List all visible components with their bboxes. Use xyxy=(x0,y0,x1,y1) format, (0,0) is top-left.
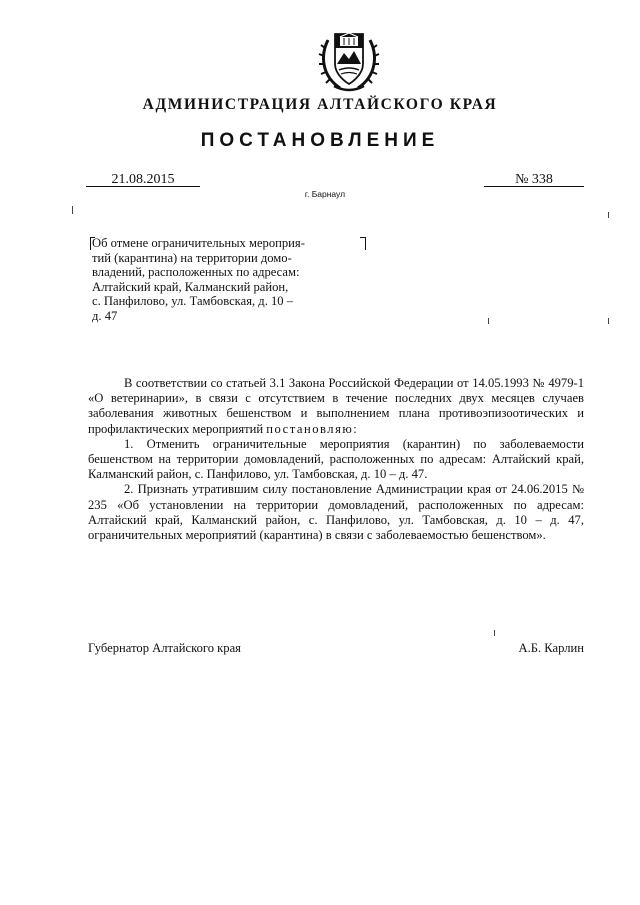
preamble-paragraph xyxy=(88,376,584,437)
subject-corner-right xyxy=(360,237,366,250)
subject-line: с. Панфилово, ул. Тамбовская, д. 10 – xyxy=(92,294,294,309)
decree-word: постановляю xyxy=(266,421,354,436)
subject-line: Об отмене ограничительных мероприя- xyxy=(92,236,305,250)
scan-mark xyxy=(488,318,489,324)
subject-line: Алтайский край, Калманский район, xyxy=(92,279,289,294)
signatory-name: А.Б. Карлин xyxy=(518,641,584,655)
signatory-position: Губернатор Алтайского края xyxy=(88,641,241,655)
coat-of-arms-icon xyxy=(318,20,380,96)
preamble-end: : xyxy=(353,421,357,436)
preamble-text: В соответствии со статьей 3.1 Закона Российской Федерации от 14.05.1993 № 4979-1 «О ветеринарии», в связи с отсутствием в течение последних двух месяцев случаев заболевания животных бешенством и выполнением плана противоэпизоотических и профилактических мероприятий xyxy=(88,376,584,436)
scan-mark xyxy=(72,206,73,214)
date-field xyxy=(86,170,200,187)
subject-line: д. 47 xyxy=(92,308,118,323)
number-field xyxy=(484,170,584,187)
scan-mark xyxy=(494,630,495,636)
document-type: ПОСТАНОВЛЕНИЕ xyxy=(200,130,440,151)
subject-line: тий (карантина) на территории домо- xyxy=(92,250,292,265)
document-number: № 338 xyxy=(515,172,553,187)
scan-mark xyxy=(608,212,609,218)
document-subject xyxy=(92,236,360,324)
subject-line: владений, расположенных по адресам: xyxy=(92,265,300,280)
document-body xyxy=(88,376,584,543)
scan-mark xyxy=(608,318,609,324)
document-date: 21.08.2015 xyxy=(111,172,175,187)
decree-item-1: 1. Отменить ограничительные мероприятия (карантин) по заболеваемости бешенством на территории домовладений, расположенных по адресам: Алтайский край, Калманский район, с. Панфилово, ул. Тамбовская, д. 10 – д. 47. xyxy=(88,436,584,482)
organization-name: АДМИНИСТРАЦИЯ АЛТАЙСКОГО КРАЯ xyxy=(142,96,498,113)
decree-item-2: 2. Признать утратившим силу постановление Администрации края от 24.06.2015 № 235 «Об установлении на территории домовладений, расположенных по адресам: Алтайский край, Калманский район, с. Панфилово, ул. Тамбовская, д. 10 – д. 47, ограничительных мероприятий (карантина) в связи с заболеваемостью бешенством». xyxy=(88,482,584,543)
city: г. Барнаул xyxy=(304,189,346,199)
